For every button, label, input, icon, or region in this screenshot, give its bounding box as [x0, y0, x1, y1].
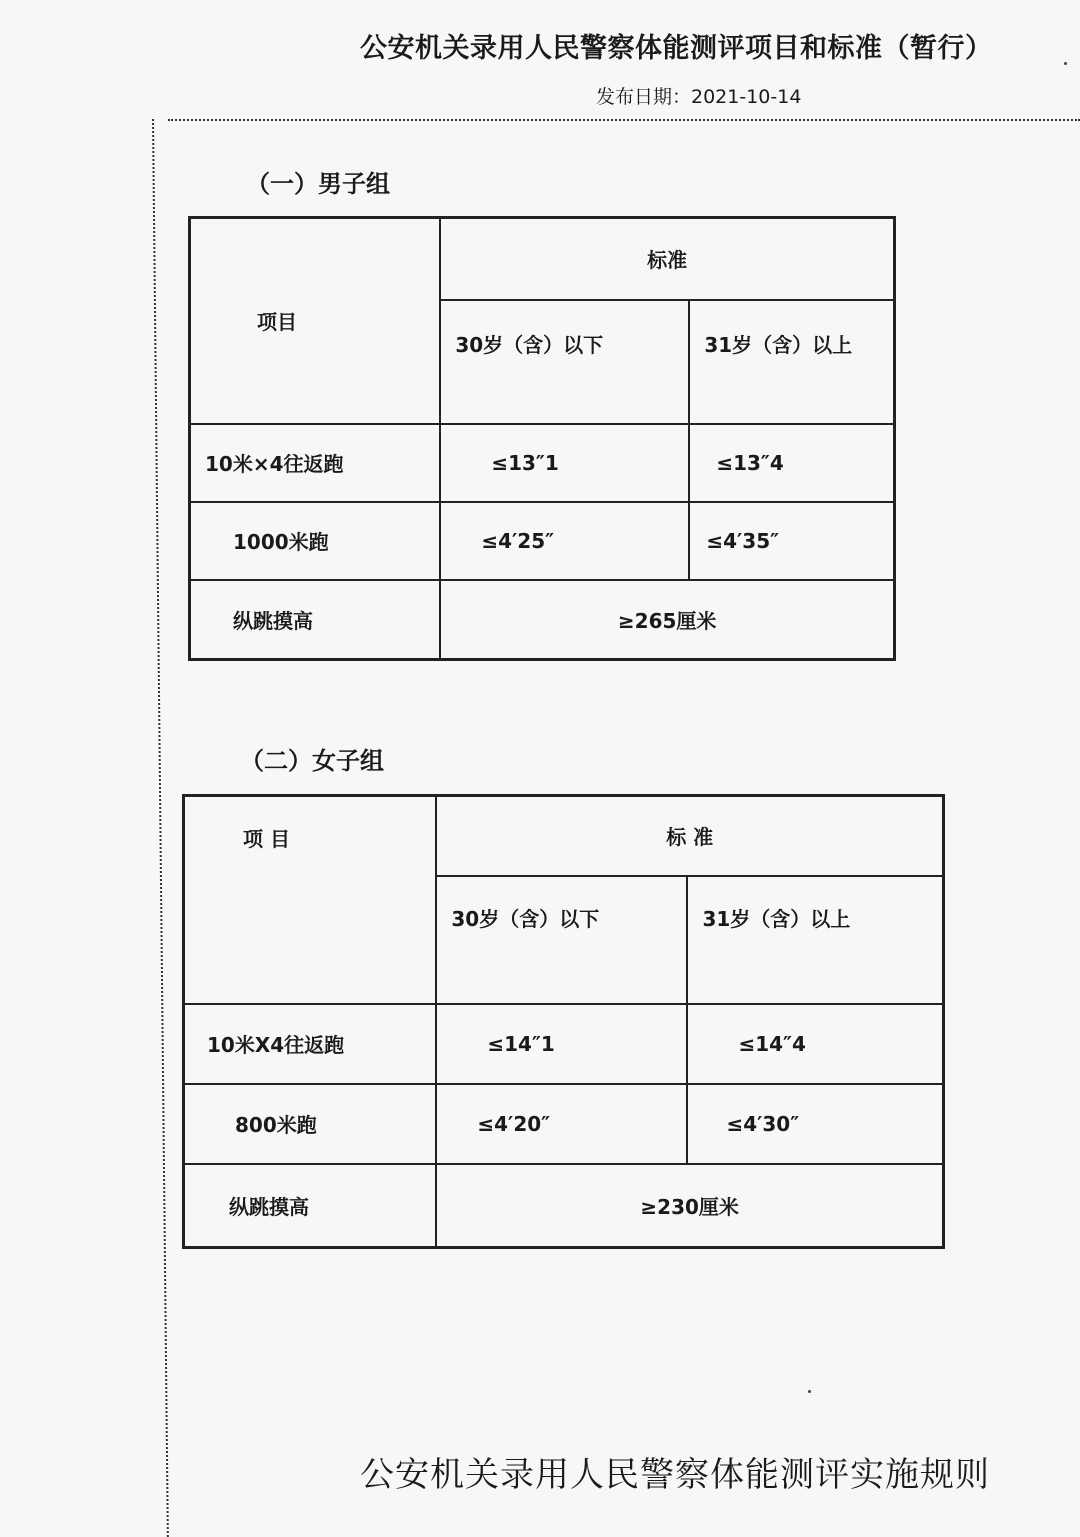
- table-cell-value: ≤4′35″: [689, 502, 894, 580]
- header-item-cell: 项 目: [184, 796, 437, 1004]
- male-section-heading: （一）男子组: [246, 170, 390, 198]
- table-row-item: 1000米跑: [190, 502, 441, 580]
- header-over31-cell: 31岁（含）以上: [687, 876, 943, 1004]
- publish-date: 发布日期：2021-10-14: [596, 86, 802, 108]
- table-row-item: 纵跳摸高: [190, 580, 441, 660]
- header-item-cell: 项目: [190, 218, 441, 424]
- table-cell-value: ≥265厘米: [440, 580, 894, 660]
- table-cell-value: ≤4′25″: [440, 502, 689, 580]
- table-row-item: 800米跑: [184, 1084, 437, 1164]
- table-row-item: 10米×4往返跑: [190, 424, 441, 502]
- header-over31-cell: 31岁（含）以上: [689, 300, 894, 424]
- table-cell-value: ≤14″1: [436, 1004, 687, 1084]
- female-section-heading: （二）女子组: [240, 747, 384, 775]
- table-cell-value: ≤14″4: [687, 1004, 943, 1084]
- page-title: 公安机关录用人民警察体能测评项目和标准（暂行）: [360, 33, 993, 64]
- male-standards-table: [188, 216, 896, 661]
- table-cell-value: ≤4′20″: [436, 1084, 687, 1164]
- table-row-item: 纵跳摸高: [184, 1164, 437, 1248]
- female-standards-table: [182, 794, 945, 1249]
- table-cell-value: ≥230厘米: [436, 1164, 943, 1248]
- table-cell-value: ≤13″1: [440, 424, 689, 502]
- scan-speck: [1064, 62, 1067, 65]
- table-row-item: 10米X4往返跑: [184, 1004, 437, 1084]
- header-under30-cell: 30岁（含）以下: [440, 300, 689, 424]
- footer-title: 公安机关录用人民警察体能测评实施规则: [360, 1455, 990, 1495]
- dotted-border-top: [168, 119, 1080, 121]
- dotted-border-left: [152, 119, 169, 1537]
- scan-speck: [808, 1390, 811, 1393]
- header-standard-cell: 标 准: [436, 796, 943, 876]
- table-cell-value: ≤4′30″: [687, 1084, 943, 1164]
- header-under30-cell: 30岁（含）以下: [436, 876, 687, 1004]
- table-cell-value: ≤13″4: [689, 424, 894, 502]
- header-standard-cell: 标准: [440, 218, 894, 300]
